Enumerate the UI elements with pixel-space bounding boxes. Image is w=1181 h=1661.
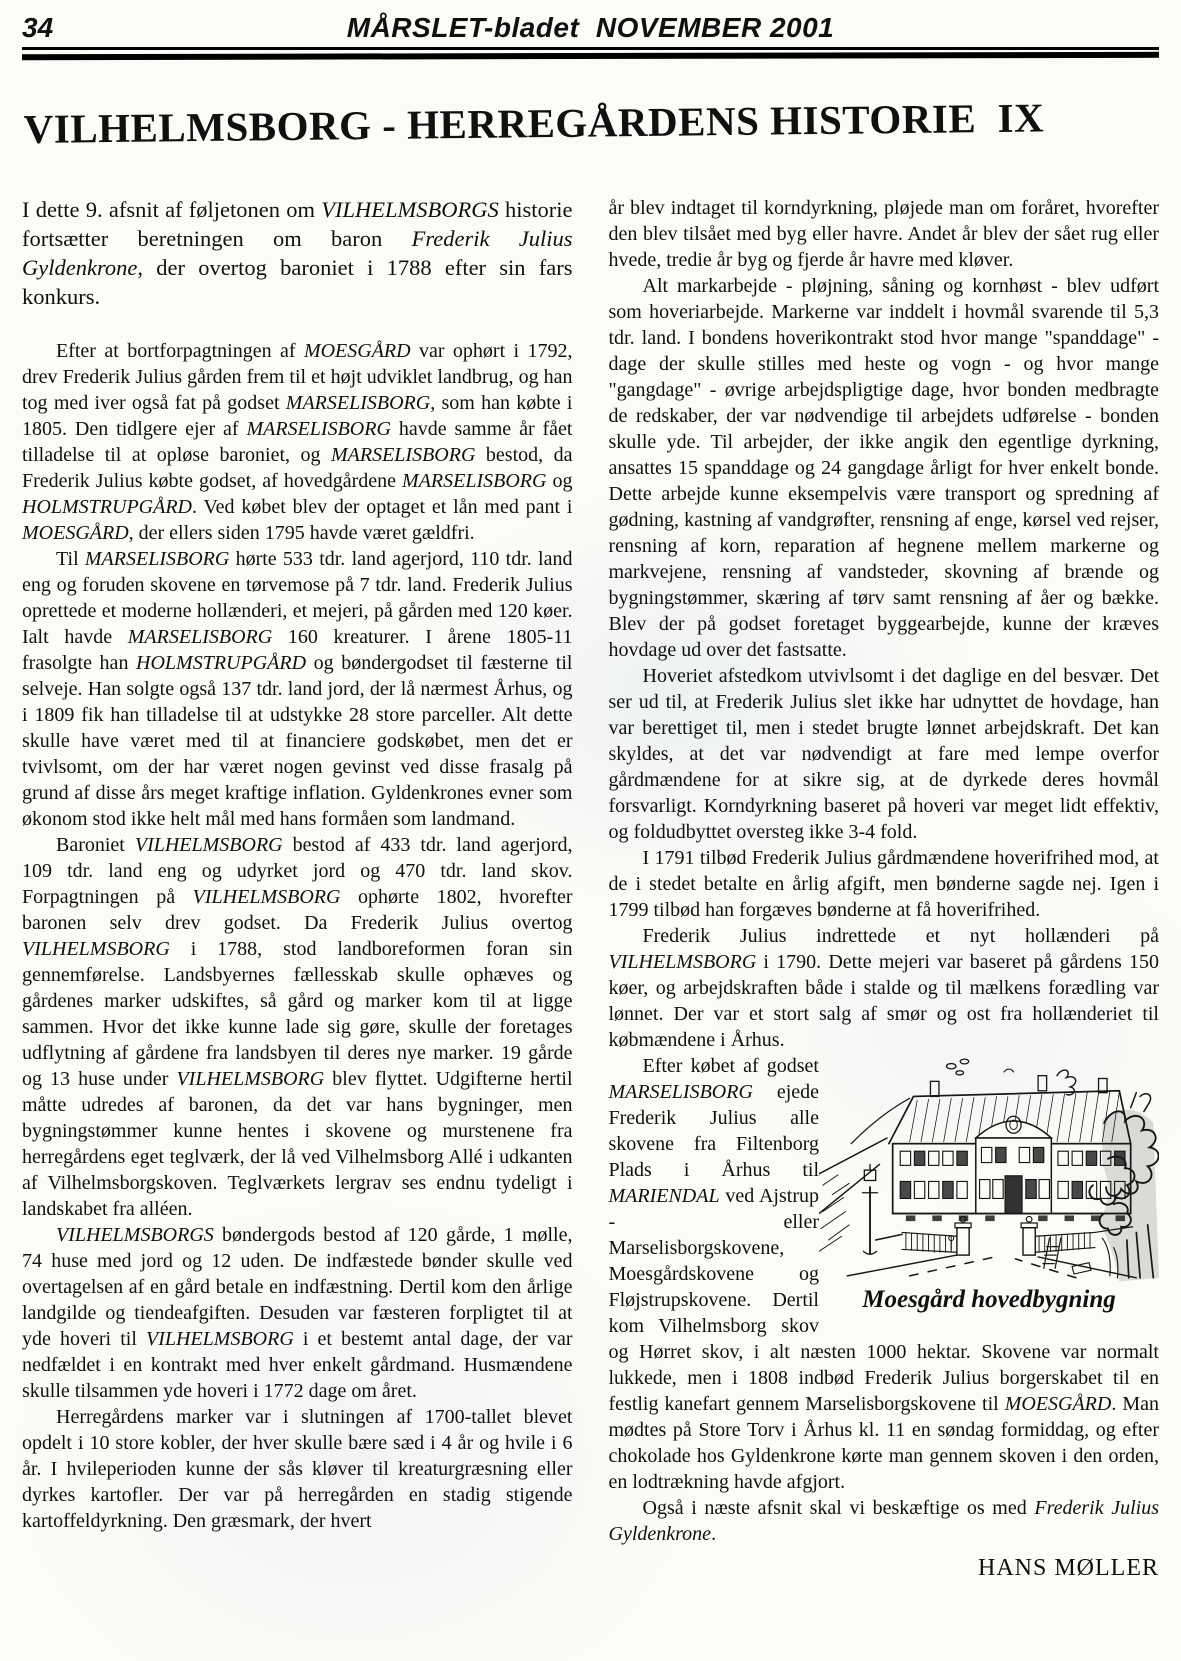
- paragraph: VILHELMSBORGS bøndergods bestod af 120 gårde, 1 mølle, 74 huse med jord og 12 uden. De indfæstede bønder skulle ved overtagelsen af en gård betale en indfæstning. Dertil kom den årlige landgilde og tiendeafgiften. Desuden var fæsteren forpligtet til at yde hoveri til VILHELMSBORG i et bestemt antal dage, der var nedfældet i en kontrakt med hver enkelt gårdmand. Husmændene skulle tilsammen yde hoveri i 1772 dage om året.: [22, 1224, 573, 1402]
- paragraph: I 1791 tilbød Frederik Julius gårdmændene hoverifrihed mod, at de i stedet betalte en årlig afgift, men bønderne sagde nej. Igen i 1799 tilbød han forgæves bønderne at få hoverifrihed.: [608, 847, 1159, 921]
- foreground-wall: [819, 1138, 902, 1251]
- right-column-upper: [609, 195, 1160, 1053]
- right-column-lower: [609, 1053, 1160, 1581]
- page-number: 34: [22, 12, 54, 43]
- paragraph: I dette 9. afsnit af føljetonen om VILHELMSBORGS historie fortsætter beretningen om baron Frederik Julius Gyldenkrone, der overtog baroniet i 1788 efter sin fars konkurs.: [22, 197, 573, 309]
- sky-marks: [947, 1059, 1076, 1095]
- tree-sketch: [1089, 1093, 1159, 1282]
- paragraph: Frederik Julius indrettede et nyt hollænderi på VILHELMSBORG i 1790. Dette mejeri var baseret på gårdens 150 køer, og arbejdskraften både i stalde og til mælkens forædling var lønnet. Der var et stort salg af smør og ost fra hollænderiet til købmændene i Århus.: [608, 925, 1159, 1051]
- paragraph: Herregårdens marker var i slutningen af 1700-tallet blevet opdelt i 10 store kobler, der hver skulle bære sæd i 4 år og hvile i 6 år. I hvileperioden kunne der sås kløver til kreaturgræsning eller dyrkes kartofler. Der var på herregården en stadig stigende kartoffeldyrkning. Den græsmark, der hvert: [22, 1406, 573, 1532]
- figure-caption: Moesgård hovedbygning: [862, 1286, 1116, 1314]
- header-rule-thick: [22, 52, 1159, 60]
- article-title: VILHELMSBORG - HERREGÅRDENS HISTORIE IX: [23, 94, 1045, 153]
- page-header: [22, 14, 1159, 42]
- article-body: [22, 195, 1159, 1581]
- paragraph: Efter at bortforpagtningen af MOESGÅRD var ophørt i 1792, drev Frederik Julius gården frem til et højt udviklet landbrug, og han tog med iver også fat på godset MARSELISBORG, som han købte i 1805. Den tidlgere ejer af MARSELISBORG havde samme år fået tilladelse til at opløse baroniet, og MARSELISBORG bestod, da Frederik Julius købte godset, af hovedgårdene MARSELISBORG og HOLMSTRUPGÅRD. Ved købet blev der optaget et lån med pant i MOESGÅRD, der ellers siden 1795 havde været gældfri.: [22, 340, 573, 544]
- manor-facade: [893, 1116, 1131, 1221]
- gate-and-fence: [902, 1216, 1132, 1255]
- paragraph: Også i næste afsnit skal vi beskæftige os med Frederik Julius Gyldenkrone.: [608, 1497, 1159, 1545]
- paragraph: Alt markarbejde - pløjning, såning og kornhøst - blev udført som hoveriarbejde. Markerne var inddelt i hovmål svarende til 5,3 tdr. land. I bondens hoverikontrakt stod hvor mange "spanddage" - dage der skulle stilles med heste og vogn - og hvor mange "gangdage" - øvrige arbejdspligtige dage, hvor bonden medbragte de redskaber, der var nødvendige til arbejdets udførelse - bonden skulle yde. Til arbejder, der ikke angik den egentlige dyrkning, ansattes 15 spanddage og 24 gangdage årligt for hver enkelt bonde. Dette arbejde kunne eksempelvis være transport og spredning af gødning, kastning af vandgrøfter, rensning af enge, kørsel ved rejser, rensning af korn, reparation af hegnene mellem markerne og markvejene, rensning af vandsteder, skovning af brænde og bygningstømmer, skæring af tørv samt rensning af åer og bække. Blev der på godset foretaget byggearbejde, kunne der kræves hovdage ud over det fastsatte.: [608, 275, 1159, 661]
- driveway: [847, 1255, 1136, 1278]
- paragraph: Efter købet af godset MARSELISBORG ejede Frederik Julius alle skovene fra Filtenborg Plads i Århus til MARIENDAL ved Ajstrup - eller Marselisborgskovene, Moesgårdskovene og Fløjstrupskovene. Dertil kom Vilhelmsborg skov og Hørret skov, i alt næsten 1000 hektar. Skovene var normalt lukkede, men i 1808 indbød Frederik Julius borgerskabet til en festlig kanefart gennem Marselisborgskovene til MOESGÅRD. Man mødtes på Store Torv i Århus kl. 11 en søndag formiddag, og efter chokolade hos Gyldenkrone kørte man gennem skoven i den orden, en lodtrækning havde afgjort.: [608, 1055, 1159, 1493]
- moesgard-figure: [819, 1053, 1159, 1315]
- lamp-post: [862, 1164, 877, 1254]
- header-rule-thin: [22, 47, 1159, 50]
- paragraph: Hoveriet afstedkom utvivlsomt i det daglige en del besvær. Det ser ud til, at Frederik Julius slet ikke har udnyttet de hovdage, han var berettiget til, men i stedet brugte lønnet arbejdskraft. Det kan skyldes, at det var nødvendigt at fare med lempe overfor gårdmændene for at sikre sig, at de dyrkede deres hovmål forsvarligt. Korndyrkning baseret på hoveri var meget lidt effektiv, og foldudbyttet oversteg ikke 3-4 fold.: [608, 665, 1159, 843]
- left-column: [22, 195, 573, 1581]
- newsletter-masthead: MÅRSLET-bladet NOVEMBER 2001: [346, 12, 835, 43]
- paragraph: Baroniet VILHELMSBORG bestod af 433 tdr. land agerjord, 109 tdr. land eng og udyrket jord og 470 tdr. land skov. Forpagtningen på VILHELMSBORG ophørte 1802, hvorefter baronen selv drev godset. Da Frederik Julius overtog VILHELMSBORG i 1788, stod landboreformen foran sin gennemførelse. Landsbyernes fællesskab skulle ophæves og gårdenes marker udskiftes, så gård og marker kom til at ligge sammen. Hvor det ikke kunne lade sig gøre, skulle der foretages udflytning af gårdene fra landsbyen til deres nye marker. 19 gårde og 13 huse under VILHELMSBORG blev flyttet. Udgifterne hertil måtte udredes af baronen, da det var hans bygninger, men bygningstømmer kunne hentes i skovene og murstenene fra herregårdens eget teglværk, der lå ved Vilhelmsborg Allé i udkanten af Vilhelmsborgskoven. Teglværkets lergrav ses endnu tydeligt i landskabet fra alléen.: [22, 834, 573, 1220]
- paragraph: år blev indtaget til korndyrkning, pløjede man om foråret, hvorefter den blev tilsået med byg eller havre. Andet år blev der sået rug eller hvede, tredie år byg og fjerde år havre med kløver.: [608, 197, 1159, 271]
- byline: HANS MØLLER: [977, 1555, 1159, 1581]
- paragraph: Til MARSELISBORG hørte 533 tdr. land agerjord, 110 tdr. land eng og foruden skovene en tørvemose på 7 tdr. land. Frederik Julius oprettede et moderne hollænderi, et mejeri, på gården med 120 køer. Ialt havde MARSELISBORG 160 kreaturer. I årene 1805-11 frasolgte han HOLMSTRUPGÅRD og bøndergodset til fæsterne til selveje. Han solgte også 137 tdr. land jord, der lå nærmest Århus, og i 1809 fik han tilladelse til at udstykke 28 store parceller. Alt dette skulle have været med til at financiere godskøbet, men det er tvivlsomt, om der har været nogen gevinst ved disse frasalg på grund af disse års meget kraftige inflation. Gyldenkrones evner som økonom stod ikke helt mål med hans formåen som landmand.: [22, 548, 573, 830]
- moesgard-drawing: [819, 1053, 1159, 1283]
- right-column: [609, 195, 1160, 1581]
